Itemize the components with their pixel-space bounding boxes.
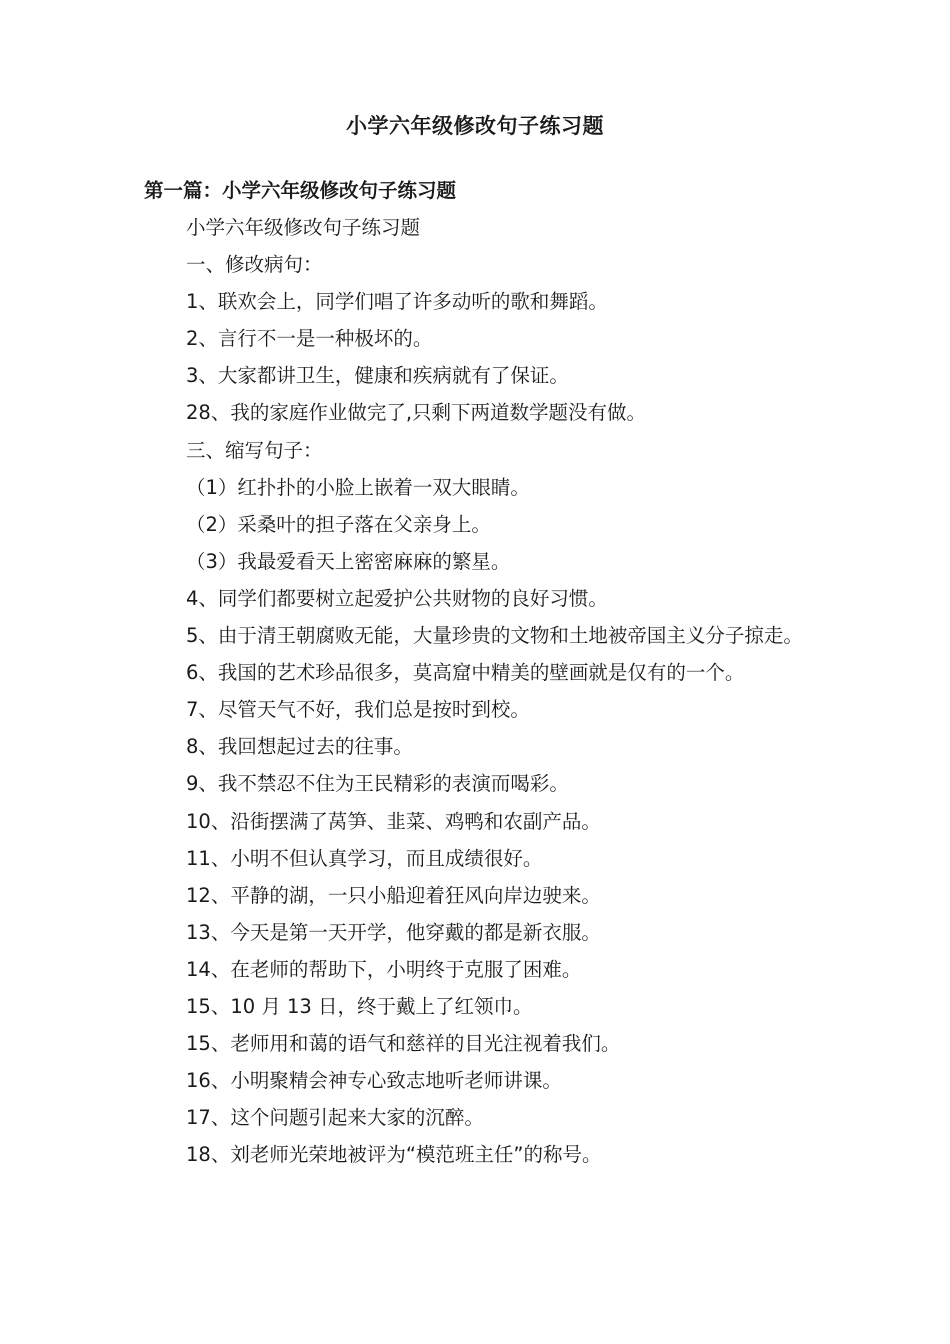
paragraph: 3、大家都讲卫生，健康和疾病就有了保证。 [186, 364, 569, 388]
paragraph: （2）采桑叶的担子落在父亲身上。 [186, 512, 491, 536]
paragraph: （3）我最爱看天上密密麻麻的繁星。 [186, 549, 511, 573]
paragraph: 11、小明不但认真学习，而且成绩很好。 [186, 846, 543, 870]
paragraph: 10、沿街摆满了莴笋、韭菜、鸡鸭和农副产品。 [186, 809, 601, 833]
paragraph: 一、修改病句： [186, 253, 323, 277]
paragraph: 16、小明聚精会神专心致志地听老师讲课。 [186, 1069, 562, 1093]
paragraph: 5、由于清王朝腐败无能，大量珍贵的文物和土地被帝国主义分子掠走。 [186, 624, 803, 648]
paragraph: 12、平静的湖，一只小船迎着狂风向岸边驶来。 [186, 883, 601, 907]
paragraph: 28、我的家庭作业做完了,只剩下两道数学题没有做。 [186, 401, 647, 425]
paragraph: 小学六年级修改句子练习题 [186, 216, 421, 239]
paragraph: 18、刘老师光荣地被评为“模范班主任”的称号。 [186, 1143, 602, 1167]
paragraph: （1）红扑扑的小脸上嵌着一双大眼睛。 [186, 475, 530, 499]
paragraph: 13、今天是第一天开学，他穿戴的都是新衣服。 [186, 920, 601, 944]
paragraph: 14、在老师的帮助下，小明终于克服了困难。 [186, 957, 582, 981]
paragraph: 17、这个问题引起来大家的沉醉。 [186, 1106, 484, 1130]
paragraph: 三、缩写句子： [186, 438, 323, 462]
paragraph: 1、联欢会上，同学们唱了许多动听的歌和舞蹈。 [186, 290, 608, 314]
paragraph: 9、我不禁忍不住为王民精彩的表演而喝彩。 [186, 772, 569, 796]
paragraph: 8、我回想起过去的往事。 [186, 735, 413, 759]
paragraph: 2、言行不一是一种极坏的。 [186, 327, 433, 351]
paragraph: 4、同学们都要树立起爱护公共财物的良好习惯。 [186, 586, 608, 610]
paragraph: 15、10 月 13 日，终于戴上了红领巾。 [186, 994, 533, 1018]
paragraph: 6、我国的艺术珍品很多，莫高窟中精美的壁画就是仅有的一个。 [186, 661, 745, 685]
document-body [144, 209, 814, 1173]
paragraph: 15、老师用和蔼的语气和慈祥的目光注视着我们。 [186, 1032, 621, 1056]
section-title: 第一篇：小学六年级修改句子练习题 [144, 179, 457, 202]
document-title: 小学六年级修改句子练习题 [346, 114, 604, 138]
paragraph: 7、尽管天气不好，我们总是按时到校。 [186, 698, 530, 722]
